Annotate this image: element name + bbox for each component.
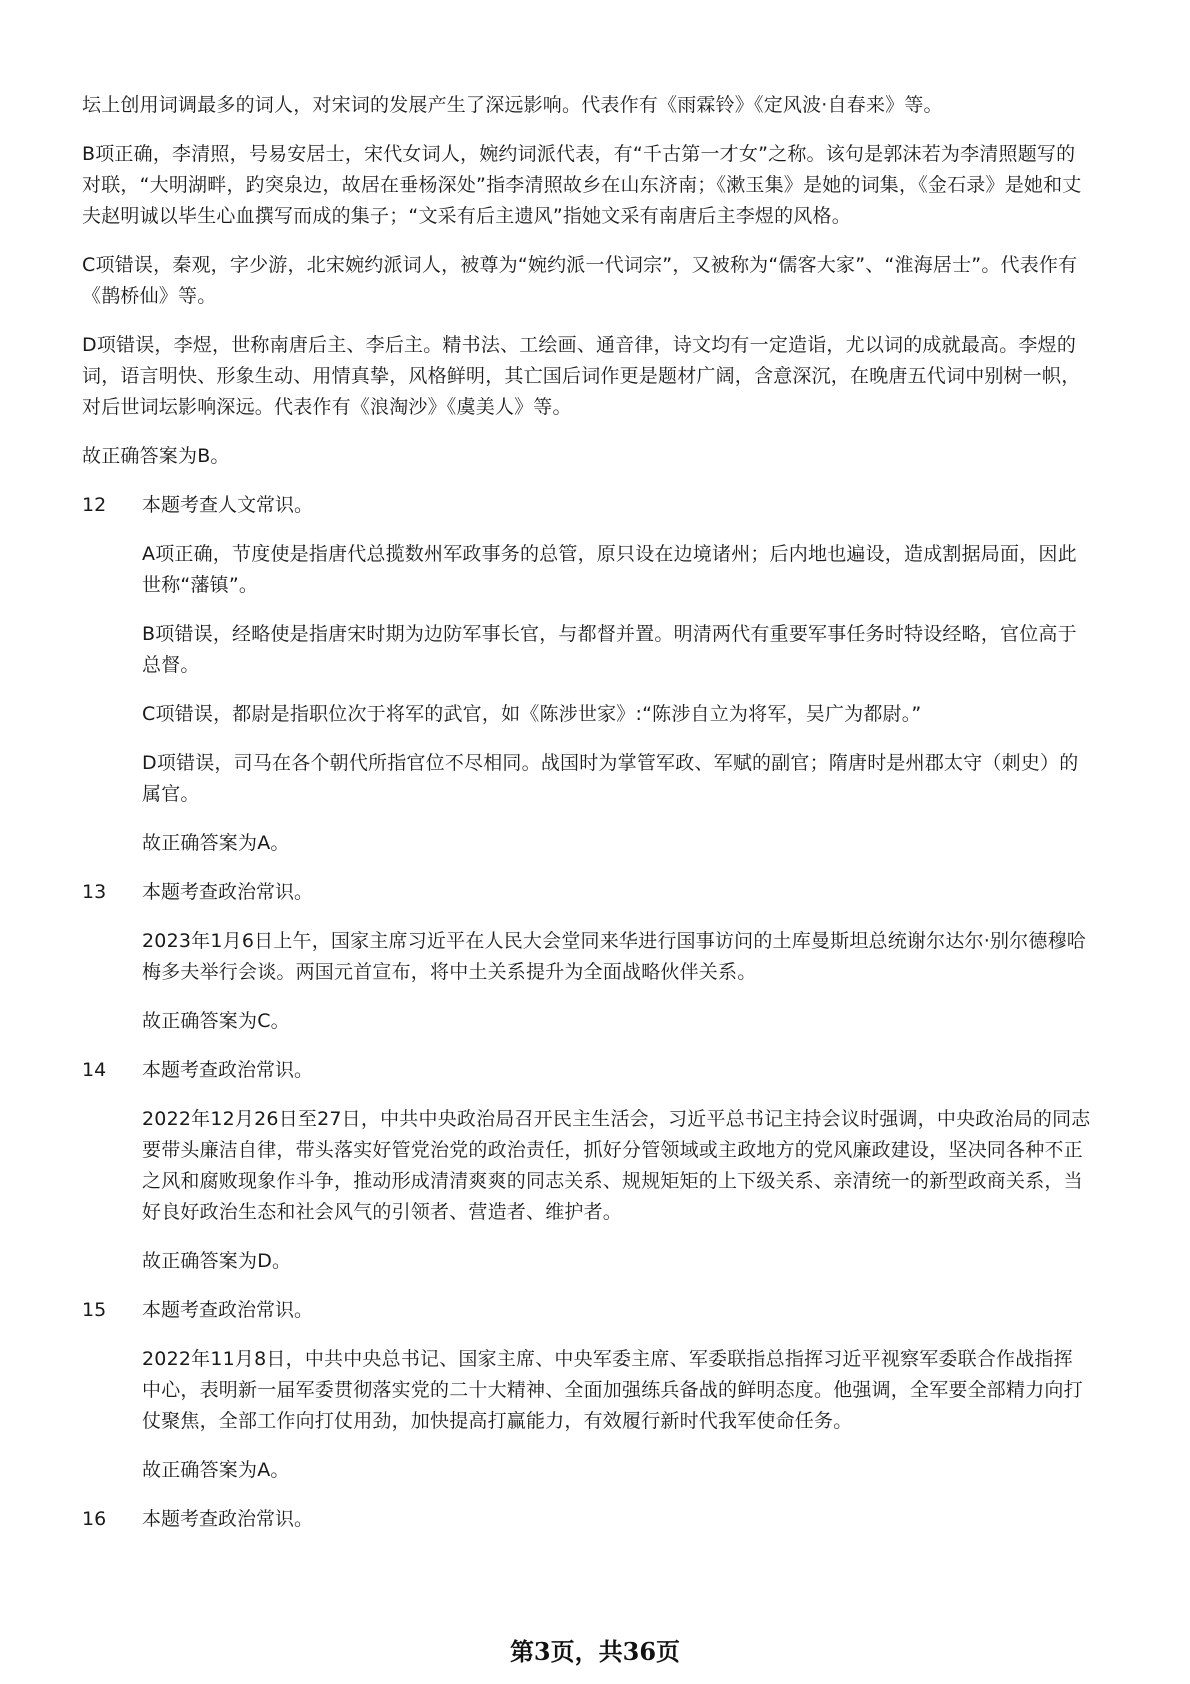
question-15-paragraph: 2022年11月8日，中共中央总书记、国家主席、中央军委主席、军委联指总指挥习近平视察军委联合作战指挥中心，表明新一届军委贯彻落实党的二十大精神、全面加强练兵备战的鲜明态度。他强调，全军要全部精力向打仗聚焦，全部工作向打仗用劲，加快提高打赢能力，有效履行新时代我军使命任务。 [142,1348,1083,1432]
question-number: 12 [82,494,107,516]
q11-option-b: B项正确，李清照，号易安居士，宋代女词人，婉约词派代表，有“千古第一才女”之称。该句是郭沫若为李清照题写的对联，“大明湖畔，趵突泉边，故居在垂杨深处”指李清照故乡在山东济南；《漱玉集》是她的词集，《金石录》是她和丈夫赵明诚以毕生心血撰写而成的集子；“文采有后主遗风”指她文采有南唐后主李煜的风格。 [82,143,1082,227]
q11-option-d: D项错误，李煜，世称南唐后主、李后主。精书法、工绘画、通音律，诗文均有一定造诣，尤以词的成就最高。李煜的词，语言明快、形象生动、用情真挚，风格鲜明，其亡国后词作更是题材广阔，含意深沉，在晚唐五代词中别树一帜，对后世词坛影响深远。代表作有《浪淘沙》《虞美人》等。 [82,334,1081,418]
question-14-paragraph: 故正确答案为D。 [142,1250,292,1272]
question-number: 15 [82,1299,107,1321]
question-number: 16 [82,1508,107,1530]
q11-intro-tail: 坛上创用词调最多的词人，对宋词的发展产生了深远影响。代表作有《雨霖铃》《定风波·自春来》等。 [82,94,943,116]
question-15-paragraph: 故正确答案为A。 [142,1459,290,1481]
question-topic: 本题考查政治常识。 [142,1508,314,1530]
question-14-paragraph: 2022年12月26日至27日，中共中央政治局召开民主生活会，习近平总书记主持会议时强调，中央政治局的同志要带头廉洁自律，带头落实好管党治党的政治责任，抓好分管领域或主政地方的党风廉政建设，坚决同各种不正之风和腐败现象作斗争，推动形成清清爽爽的同志关系、规规矩矩的上下级关系、亲清统一的新型政商关系，当好良好政治生态和社会风气的引领者、营造者、维护者。 [142,1108,1091,1223]
page-footer: 第3页，共36页 [509,1637,681,1666]
page-content [82,90,1092,1553]
question-12-paragraph: B项错误，经略使是指唐宋时期为边防军事长官，与都督并置。明清两代有重要军事任务时特设经略，官位高于总督。 [142,623,1077,676]
question-topic: 本题考查政治常识。 [142,1299,314,1321]
question-12-paragraph: D项错误，司马在各个朝代所指官位不尽相同。战国时为掌管军政、军赋的副官；隋唐时是州郡太守（刺史）的属官。 [142,752,1079,805]
question-number: 14 [82,1059,107,1081]
question-16-header [82,1504,1092,1535]
q11-answer: 故正确答案为B。 [82,445,230,467]
question-13-paragraph: 2023年1月6日上午，国家主席习近平在人民大会堂同来华进行国事访问的土库曼斯坦总统谢尔达尔·别尔德穆哈梅多夫举行会谈。两国元首宣布，将中土关系提升为全面战略伙伴关系。 [142,930,1086,983]
question-12-paragraph: C项错误，都尉是指职位次于将军的武官，如《陈涉世家》:“陈涉自立为将军，吴广为都尉。” [142,703,922,725]
question-12-paragraph: A项正确，节度使是指唐代总揽数州军政事务的总管，原只设在边境诸州；后内地也遍设，造成割据局面，因此世称“藩镇”。 [142,543,1077,596]
question-13-paragraph: 故正确答案为C。 [142,1010,290,1032]
question-14-header [82,1055,1092,1086]
q11-option-c: C项错误，秦观，字少游，北宋婉约派词人，被尊为“婉约派一代词宗”，又被称为“儒客大家”、“淮海居士”。代表作有《鹊桥仙》等。 [82,254,1078,307]
question-topic: 本题考查政治常识。 [142,881,314,903]
question-topic: 本题考查人文常识。 [142,494,314,516]
question-12-paragraph: 故正确答案为A。 [142,832,290,854]
question-15-header [82,1295,1092,1326]
question-number: 13 [82,881,107,903]
question-list [82,490,1092,1535]
question-12-header [82,490,1092,521]
question-topic: 本题考查政治常识。 [142,1059,314,1081]
question-13-header [82,877,1092,908]
